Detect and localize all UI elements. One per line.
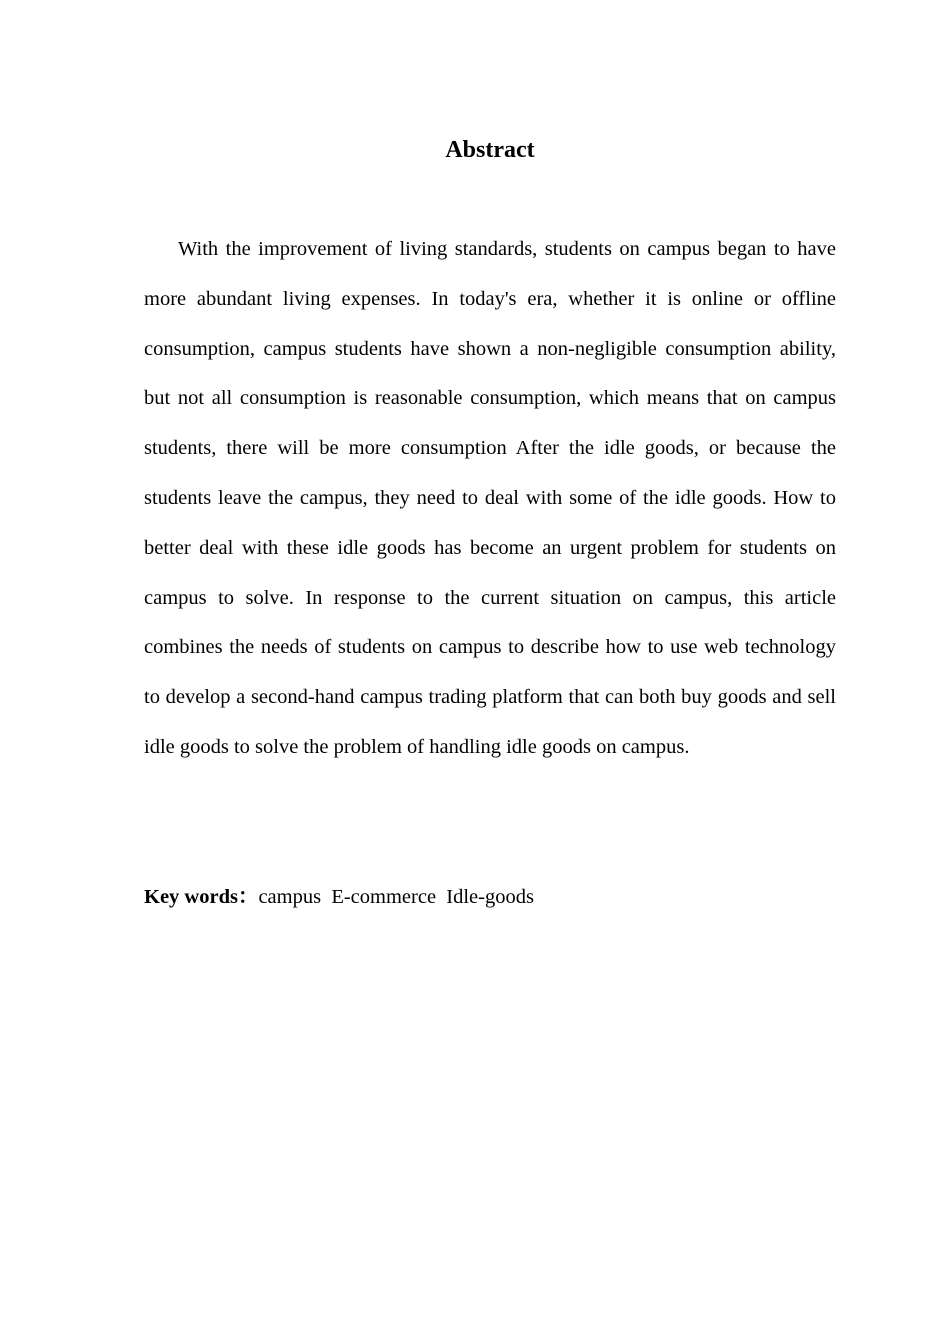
abstract-body: With the improvement of living standards, students on campus began to have more abundant living expenses. In today's era, whether it is online or offline consumption, campus students have shown a non-negligible consumption ability, but not all consumption is reasonable consumption, which means that on campus students, there will be more consumption After the idle goods, or because the students leave the campus, they need to deal with some of the idle goods. How to better deal with these idle goods has become an urgent problem for students on campus to solve. In response to the current situation on campus, this article combines the needs of students on campus to describe how to use web technology to develop a second-hand campus trading platform that can both buy goods and sell idle goods to solve the problem of handling idle goods on campus. <box>144 238 836 758</box>
keywords-label: Key words： <box>144 886 259 908</box>
keywords-terms: campus E-commerce Idle-goods <box>258 886 534 908</box>
abstract-title: Abstract <box>445 137 535 163</box>
keywords-line <box>144 873 836 923</box>
